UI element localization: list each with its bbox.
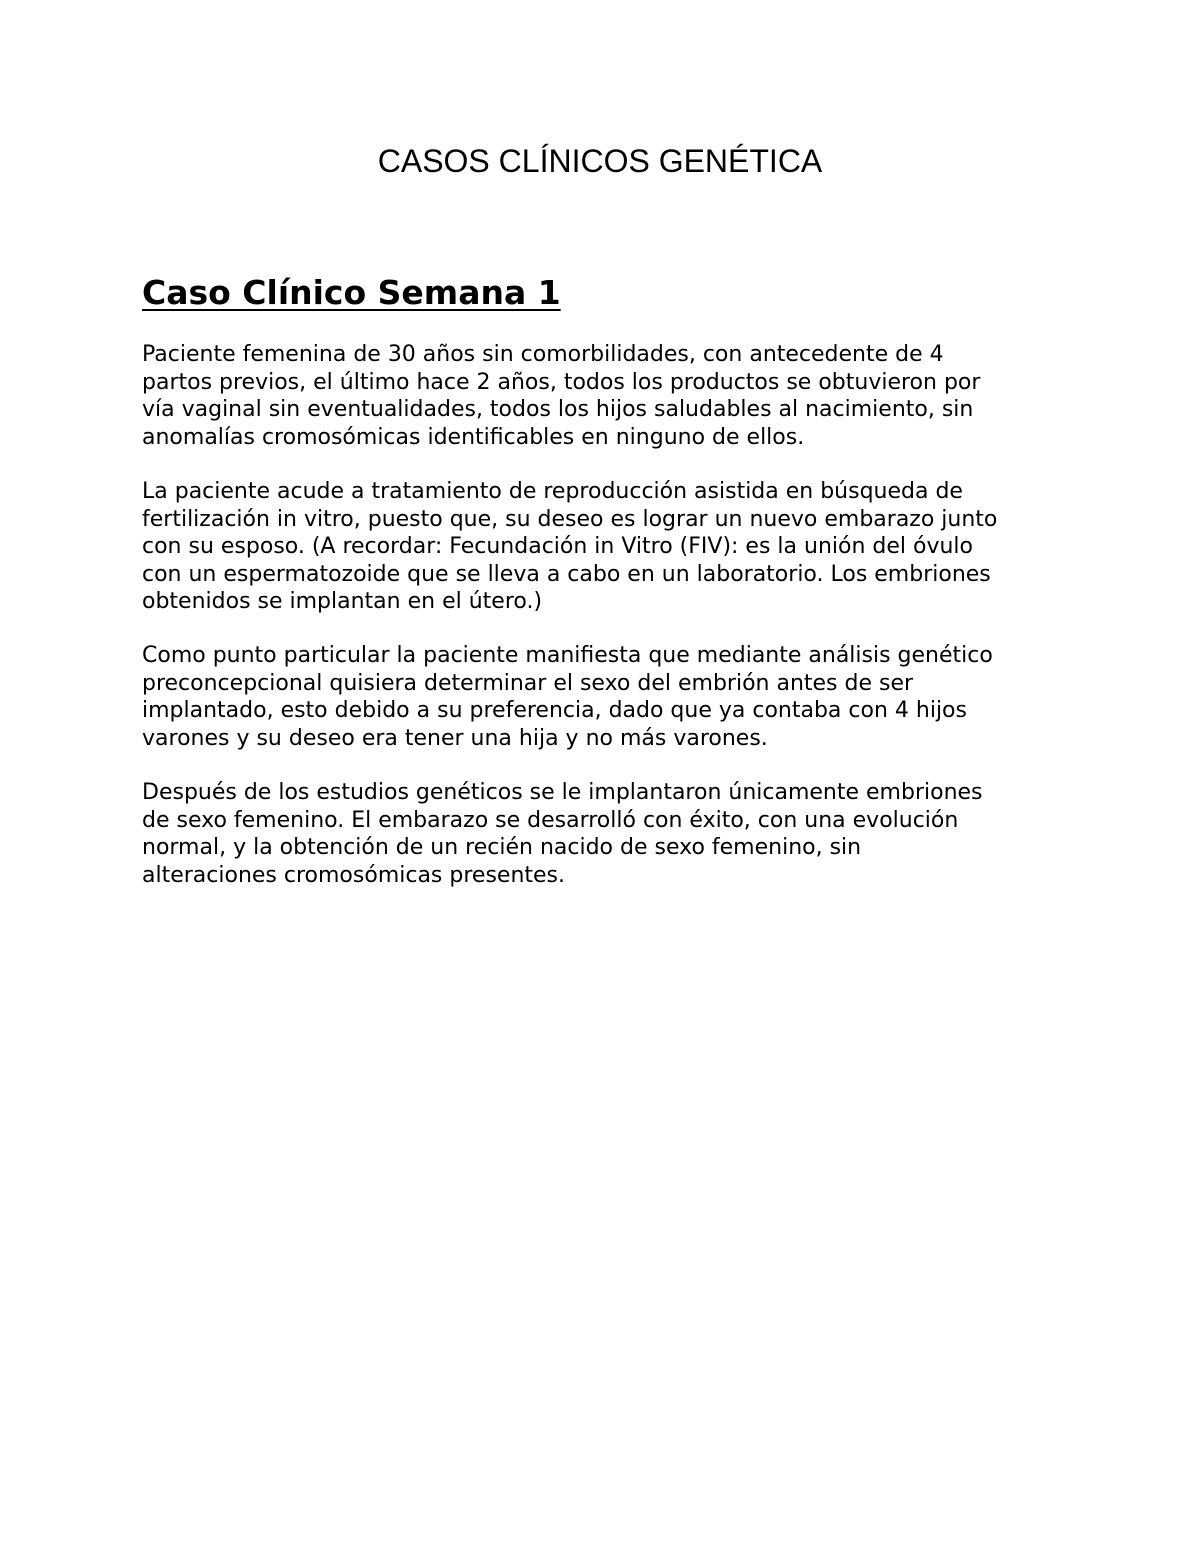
text-line: La paciente acude a tratamiento de reproducción asistida en búsqueda de — [142, 479, 963, 504]
document-title: CASOS CLÍNICOS GENÉTICA — [377, 143, 823, 179]
text-line: normal, y la obtención de un recién nacido de sexo femenino, sin — [142, 835, 862, 860]
text-line: preconcepcional quisiera determinar el sexo del embrión antes de ser — [142, 670, 914, 696]
text-line: anomalías cromosómicas identificables en ninguno de ellos. — [142, 424, 805, 450]
text-line: Como punto particular la paciente manifiesta que mediante análisis genético — [142, 643, 993, 668]
text-line: partos previos, el último hace 2 años, todos los productos se obtuvieron por — [142, 369, 981, 395]
text-line: fertilización in vitro, puesto que, su deseo es lograr un nuevo embarazo junto — [142, 506, 998, 532]
text-line: Después de los estudios genéticos se le implantaron únicamente embriones — [142, 780, 983, 805]
text-line: de sexo femenino. El embarazo se desarrolló con éxito, con una evolución — [142, 807, 959, 833]
paragraph-ivf-treatment — [142, 478, 1082, 616]
paragraph-outcome — [142, 779, 1082, 889]
case-heading: Caso Clínico Semana 1 — [142, 273, 561, 312]
paragraph-patient-history — [142, 341, 1082, 451]
paragraph-sex-selection — [142, 642, 1082, 752]
text-line: alteraciones cromosómicas presentes. — [142, 862, 566, 888]
text-line: con un espermatozoide que se lleva a cabo en un laboratorio. Los embriones — [142, 561, 991, 587]
text-line: implantado, esto debido a su preferencia, dado que ya contaba con 4 hijos — [142, 698, 967, 723]
text-line: varones y su deseo era tener una hija y no más varones. — [142, 725, 768, 751]
text-line: obtenidos se implantan en el útero.) — [142, 589, 543, 614]
text-line: Paciente femenina de 30 años sin comorbilidades, con antecedente de 4 — [142, 342, 944, 367]
text-line: con su esposo. (A recordar: Fecundación in Vitro (FIV): es la unión del óvulo — [142, 534, 974, 559]
text-line: vía vaginal sin eventualidades, todos los hijos saludables al nacimiento, sin — [142, 397, 974, 422]
